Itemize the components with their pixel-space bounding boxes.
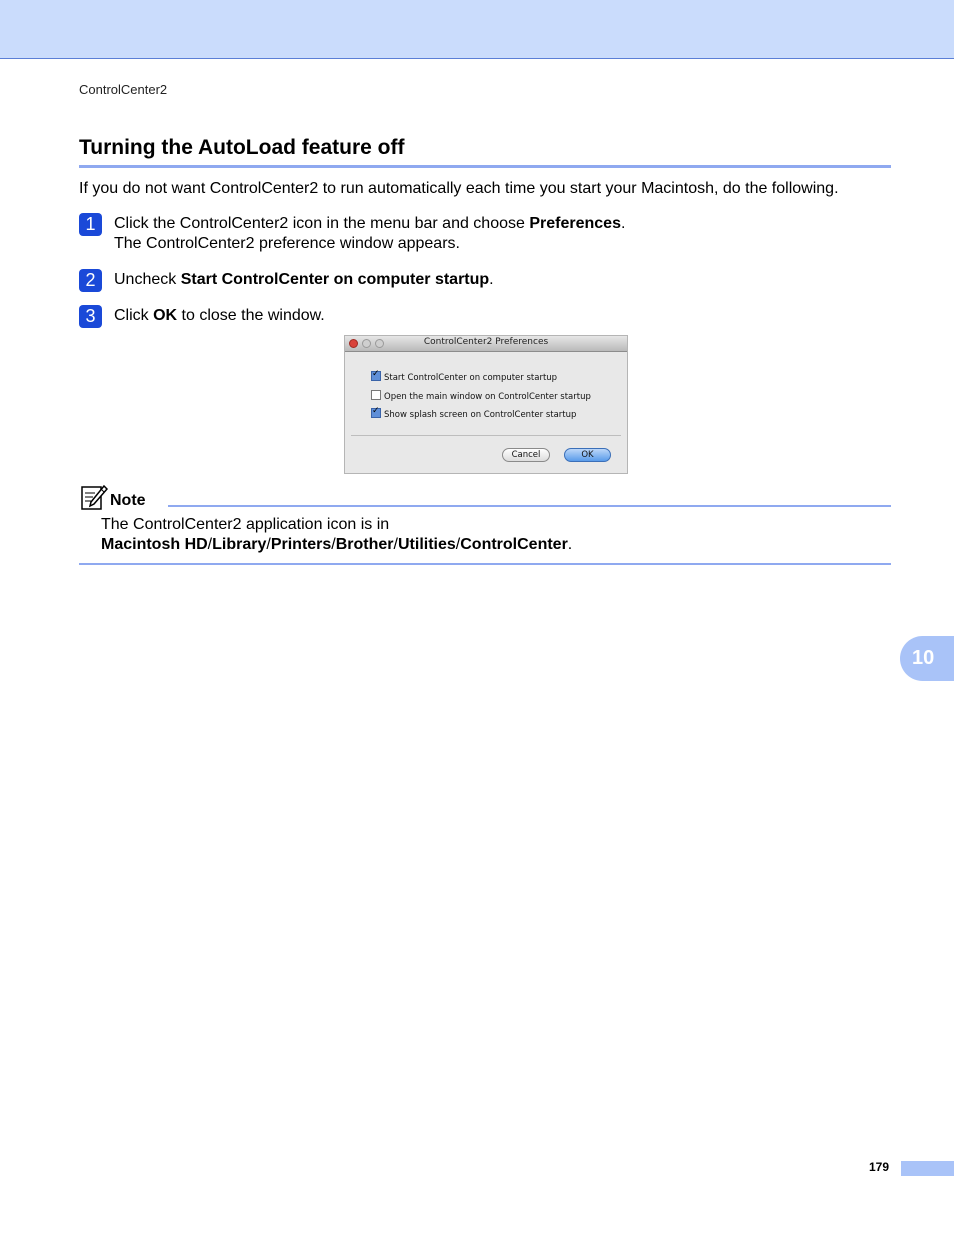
- intro-paragraph: If you do not want ControlCenter2 to run automatically each time you start your Macintosh, do the following.: [79, 180, 839, 197]
- note-path-6: ControlCenter: [460, 536, 568, 553]
- note-path-2: Library: [212, 536, 267, 553]
- header-band: [0, 0, 954, 59]
- page-number: 179: [869, 1160, 890, 1174]
- step-text-3: Click OK to close the window.: [114, 307, 325, 324]
- note-line-1: The ControlCenter2 application icon is in: [101, 516, 390, 533]
- option-open-main-window[interactable]: Open the main window on ControlCenter startup: [371, 390, 591, 402]
- step-text-2: Uncheck Start ControlCenter on computer startup.: [114, 271, 494, 288]
- option-start-on-startup[interactable]: ✓Start ControlCenter on computer startup: [371, 371, 557, 383]
- startup-option-term: Start ControlCenter on computer startup: [180, 271, 490, 288]
- step-1-result: The ControlCenter2 preference window appears.: [114, 235, 460, 252]
- running-head: ControlCenter2: [79, 82, 168, 97]
- ok-button[interactable]: OK: [564, 448, 611, 462]
- step-number-1: 1: [79, 213, 102, 236]
- dialog-separator: [351, 435, 621, 436]
- note-path-1: Macintosh HD: [101, 536, 208, 553]
- preferences-dialog: [344, 335, 628, 474]
- checkbox-start-on-startup[interactable]: [371, 371, 381, 381]
- dialog-titlebar: [345, 336, 627, 352]
- note-text: The ControlCenter2 application icon is in Macintosh HD/Library/Printers/Brother/Utilities/ControlCenter.: [101, 516, 573, 553]
- preferences-term: Preferences: [529, 215, 621, 232]
- note-path-5: Utilities: [397, 536, 456, 553]
- chapter-tab: [900, 636, 954, 681]
- chapter-number: 10: [912, 647, 935, 669]
- ok-term: OK: [153, 307, 178, 324]
- note-path-4: Brother: [335, 536, 394, 553]
- note-path-3: Printers: [270, 536, 332, 553]
- note-label: Note: [110, 492, 146, 509]
- step-text-1: Click the ControlCenter2 icon in the menu bar and choose Preferences. The ControlCenter2 preference window appears.: [114, 215, 626, 252]
- cancel-button[interactable]: Cancel: [502, 448, 550, 462]
- page-number-bar: [901, 1161, 954, 1176]
- title-rule: [79, 165, 891, 168]
- checkbox-show-splash[interactable]: [371, 408, 381, 418]
- section-title: Turning the AutoLoad feature off: [79, 136, 405, 159]
- note-pencil-icon: [80, 484, 108, 512]
- note-rule-bottom: [79, 563, 891, 565]
- checkbox-open-main-window[interactable]: [371, 390, 381, 400]
- dialog-title: ControlCenter2 Preferences: [423, 337, 549, 347]
- option-show-splash[interactable]: ✓Show splash screen on ControlCenter startup: [371, 408, 576, 420]
- step-number-2: 2: [79, 269, 102, 292]
- step-number-3: 3: [79, 305, 102, 328]
- note-rule-top: [168, 505, 891, 507]
